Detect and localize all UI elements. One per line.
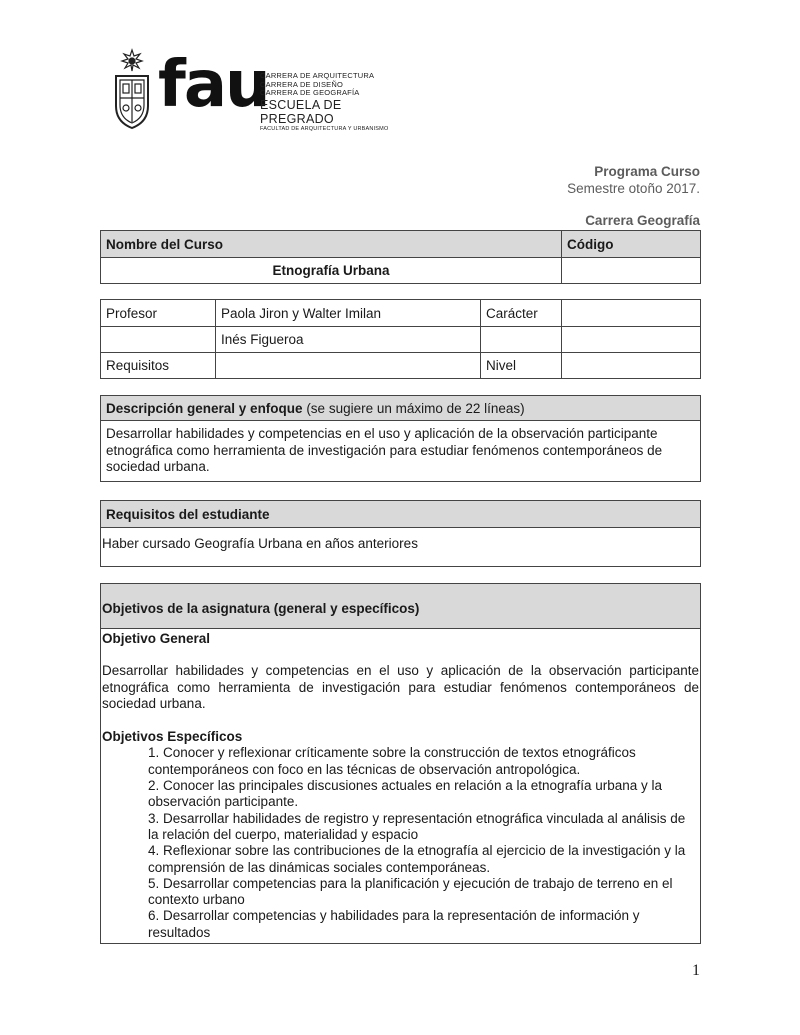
specific-objectives-list: [102, 745, 699, 941]
logo-text: [260, 72, 400, 133]
page-number: 1: [692, 962, 700, 979]
info-table: [100, 299, 701, 379]
character-value: [562, 300, 701, 327]
general-objective-text: Desarrollar habilidades y competencias en el uso y aplicación de la observación participante etnográfica como herramienta de investigación para estudiar fenómenos contemporáneos de sociedad urbana.: [102, 663, 699, 711]
objectives-title: Objetivos de la asignatura (general y específicos): [101, 584, 700, 629]
fau-wordmark: fau: [158, 48, 269, 122]
description-header: [101, 396, 701, 421]
course-name-header: Nombre del Curso: [101, 231, 562, 258]
general-objective-title: Objetivo General: [102, 631, 211, 646]
career-label: Carrera Geografía: [585, 213, 700, 228]
list-item: 3. Desarrollar habilidades de registro y representación etnográfica vinculada al análisis de la relación del cuerpo, materialidad y espacio: [148, 810, 686, 842]
description-note: (se sugiere un máximo de 22 líneas): [302, 400, 525, 416]
logo-line-design: CARRERA DE DISEÑO: [260, 79, 343, 89]
description-table: [100, 395, 701, 482]
level-value: [562, 353, 701, 379]
empty-cell: [101, 327, 216, 353]
program-title: Programa Curso: [594, 164, 700, 179]
requirements-label: Requisitos: [101, 353, 216, 379]
course-table: [100, 230, 701, 284]
course-name-value: Etnografía Urbana: [101, 258, 562, 284]
university-seal-icon: [110, 48, 154, 130]
student-requirements-text: Haber cursado Geografía Urbana en años anteriores: [101, 528, 701, 567]
professor-value: Paola Jiron y Walter Imilan: [216, 300, 481, 327]
student-requirements-title: Requisitos del estudiante: [101, 501, 701, 528]
semester-label: Semestre otoño 2017.: [567, 181, 700, 196]
student-requirements-table: [100, 500, 701, 567]
course-code-value: [562, 258, 701, 284]
description-text: Desarrollar habilidades y competencias en el uso y aplicación de la observación participante etnográfica como herramienta de investigación para estudiar fenómenos contemporáneos de sociedad urbana.: [101, 421, 701, 482]
list-item: 4. Reflexionar sobre las contribuciones de la etnografía al ejercicio de la investigación y la comprensión de las dinámicas sociales contemporáneas.: [148, 843, 686, 875]
professor-label: Profesor: [101, 300, 216, 327]
list-item: 6. Desarrollar competencias y habilidades para la representación de información y resultados: [148, 908, 640, 940]
objectives-box: [100, 583, 701, 944]
level-label: Nivel: [481, 353, 562, 379]
professor-value-2: Inés Figueroa: [216, 327, 481, 353]
course-code-header: Código: [562, 231, 701, 258]
logo-school: ESCUELA DE PREGRADO: [260, 97, 342, 126]
list-item: 5. Desarrollar competencias para la planificación y ejecución de trabajo de terreno en el contexto urbano: [148, 875, 673, 908]
empty-cell: [481, 327, 562, 353]
logo-line-geography: CARRERA DE GEOGRAFÍA: [260, 88, 360, 97]
requirements-value: [216, 353, 481, 379]
fau-logo: [110, 48, 400, 130]
character-label: Carácter: [481, 300, 562, 327]
list-item: 2. Conocer las principales discusiones actuales en relación a la etnografía urbana y la observación participante.: [148, 778, 663, 810]
logo-faculty: FACULTAD DE ARQUITECTURA Y URBANISMO: [260, 125, 389, 132]
empty-cell: [562, 327, 701, 353]
objectives-body: [101, 629, 700, 941]
specific-objectives-title: Objetivos Específicos: [102, 729, 243, 745]
list-item: 1. Conocer y reflexionar críticamente sobre la construcción de textos etnográficos contemporáneos con foco en las técnicas de observación antropológica.: [148, 745, 636, 777]
description-title: Descripción general y enfoque: [106, 400, 303, 416]
logo-line-architecture: CARRERA DE ARQUITECTURA: [260, 71, 375, 80]
